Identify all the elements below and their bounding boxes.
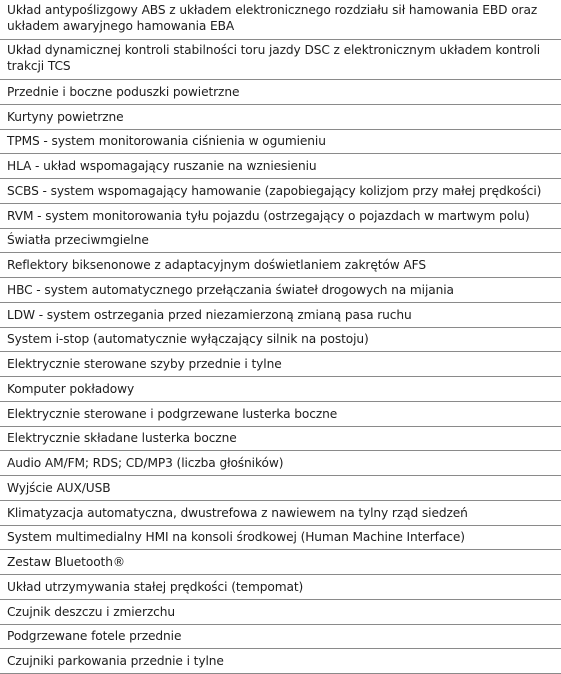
- feature-text: Elektrycznie składane lusterka boczne: [7, 431, 237, 446]
- feature-row: [0, 649, 561, 674]
- feature-text: System multimedialny HMI na konsoli środkowej (Human Machine Interface): [7, 530, 465, 545]
- feature-text: System i-stop (automatycznie wyłączający silnik na postoju): [7, 332, 369, 347]
- feature-row: [0, 105, 561, 130]
- feature-row: [0, 402, 561, 427]
- feature-row: [0, 427, 561, 452]
- feature-row: [0, 204, 561, 229]
- feature-row: [0, 278, 561, 303]
- feature-row: [0, 352, 561, 377]
- feature-text: Audio AM/FM; RDS; CD/MP3 (liczba głośników): [7, 456, 284, 471]
- feature-text: TPMS - system monitorowania ciśnienia w ogumieniu: [7, 134, 326, 149]
- feature-text: Reflektory biksenonowe z adaptacyjnym doświetlaniem zakrętów AFS: [7, 258, 426, 273]
- feature-row: [0, 377, 561, 402]
- feature-row: [0, 229, 561, 254]
- feature-row: [0, 625, 561, 650]
- feature-row: [0, 451, 561, 476]
- feature-row: [0, 40, 561, 80]
- feature-text: RVM - system monitorowania tyłu pojazdu (ostrzegający o pojazdach w martwym polu): [7, 208, 530, 223]
- feature-row: [0, 550, 561, 575]
- feature-row: [0, 476, 561, 501]
- feature-row: [0, 303, 561, 328]
- feature-row: [0, 526, 561, 551]
- feature-text: Układ utrzymywania stałej prędkości (tempomat): [7, 579, 304, 594]
- feature-text: Zestaw Bluetooth®: [7, 555, 125, 570]
- feature-row: [0, 179, 561, 204]
- feature-text: HBC - system automatycznego przełączania świateł drogowych na mijania: [7, 282, 454, 297]
- feature-text: Komputer pokładowy: [7, 381, 135, 396]
- feature-row: [0, 154, 561, 179]
- feature-text: LDW - system ostrzegania przed niezamierzoną zmianą pasa ruchu: [7, 307, 412, 322]
- feature-row: [0, 130, 561, 155]
- feature-text: Klimatyzacja automatyczna, dwustrefowa z nawiewem na tylny rząd siedzeń: [7, 505, 468, 520]
- feature-text: Elektrycznie sterowane szyby przednie i tylne: [7, 357, 282, 372]
- feature-row: [0, 328, 561, 353]
- feature-text: Elektrycznie sterowane i podgrzewane lusterka boczne: [7, 406, 338, 421]
- feature-text: Światła przeciwmgielne: [7, 233, 149, 248]
- feature-text: Podgrzewane fotele przednie: [7, 629, 182, 644]
- feature-text: Czujniki parkowania przednie i tylne: [7, 654, 224, 669]
- feature-text: Czujnik deszczu i zmierzchu: [7, 604, 176, 619]
- feature-text: Układ dynamicznej kontroli stabilności toru jazdy DSC z elektronicznym układem kontroli trakcji TCS: [7, 43, 541, 73]
- feature-text: Układ antypoślizgowy ABS z układem elektronicznego rozdziału sił hamowania EBD oraz układem awaryjnego hamowania EBA: [7, 3, 538, 33]
- feature-row: [0, 575, 561, 600]
- feature-text: Przednie i boczne poduszki powietrzne: [7, 84, 240, 99]
- feature-row: [0, 253, 561, 278]
- feature-row: [0, 80, 561, 105]
- feature-text: Wyjście AUX/USB: [7, 480, 111, 495]
- feature-text: Kurtyny powietrzne: [7, 109, 124, 124]
- feature-text: HLA - układ wspomagający ruszanie na wzniesieniu: [7, 159, 317, 174]
- feature-row: [0, 600, 561, 625]
- feature-row: [0, 0, 561, 40]
- feature-row: [0, 501, 561, 526]
- feature-text: SCBS - system wspomagający hamowanie (zapobiegający kolizjom przy małej prędkości): [7, 183, 542, 198]
